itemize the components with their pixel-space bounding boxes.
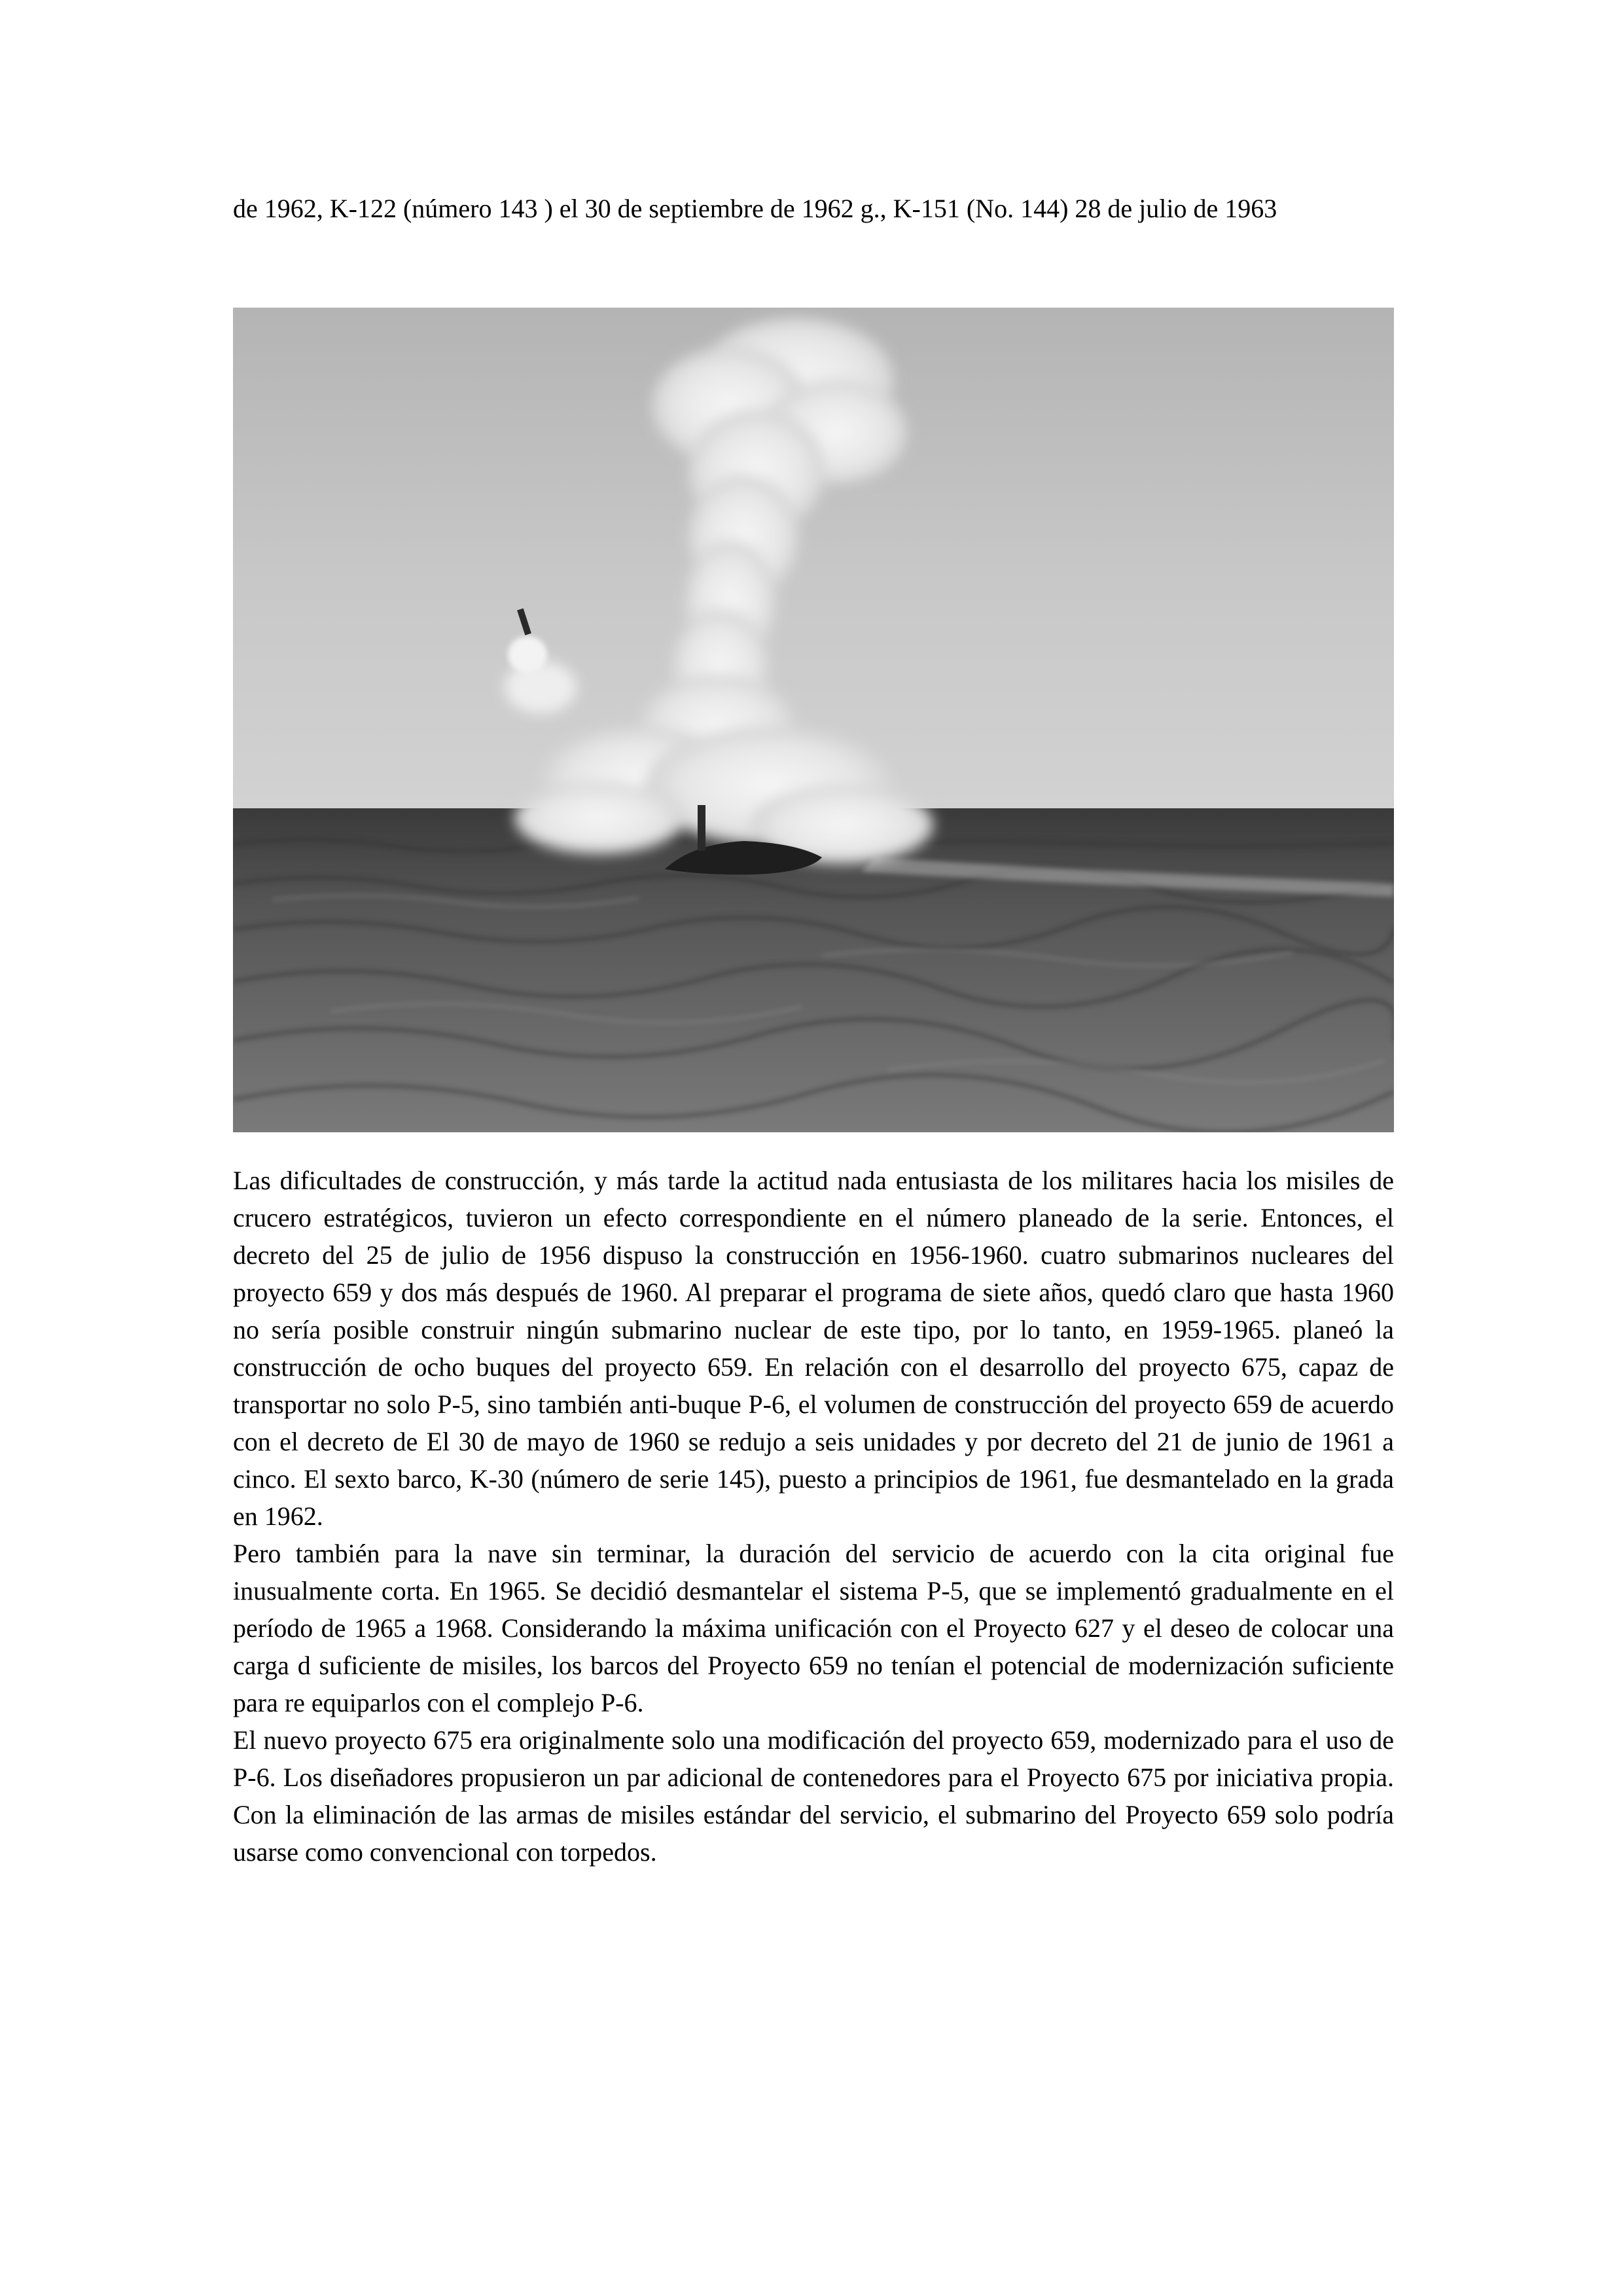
- photo-icon: [233, 308, 1394, 1132]
- submarine-missile-launch-photo: [233, 308, 1394, 1132]
- body-text: [233, 1162, 1394, 1871]
- intro-text: [233, 190, 1394, 227]
- paragraph-2: Pero también para la nave sin terminar, la duración del servicio de acuerdo con la cita original fue inusualmente corta. En 1965. Se decidió desmantelar el sistema P-5, que se implementó gradualmente en el período de 1965 a 1968. Considerando la máxima unificación con el Proyecto 627 y el deseo de colocar una carga d suficiente de misiles, los barcos del Proyecto 659 no tenían el potencial de modernización suficiente para re equiparlos con el complejo P-6.: [233, 1539, 1394, 1717]
- paragraph-1: Las dificultades de construcción, y más tarde la actitud nada entusiasta de los militares hacia los misiles de crucero estratégicos, tuvieron un efecto correspondiente en el número planeado de la serie. Entonces, el decreto del 25 de julio de 1956 dispuso la construcción en 1956-1960. cuatro submarinos nucleares del proyecto 659 y dos más después de 1960. Al preparar el programa de siete años, quedó claro que hasta 1960 no sería posible construir ningún submarino nuclear de este tipo, por lo tanto, en 1959-1965. planeó la construcción de ocho buques del proyecto 659. En relación con el desarrollo del proyecto 675, capaz de transportar no solo P-5, sino también anti-buque P-6, el volumen de construcción del proyecto 659 de acuerdo con el decreto de El 30 de mayo de 1960 se redujo a seis unidades y por decreto del 21 de junio de 1961 a cinco. El sexto barco, K-30 (número de serie 145), puesto a principios de 1961, fue desmantelado en la grada en 1962.: [233, 1166, 1394, 1531]
- intro-paragraph: de 1962, K-122 (número 143 ) el 30 de septiembre de 1962 g., K-151 (No. 144) 28 de julio de 1963: [233, 194, 1277, 223]
- paragraph-3: El nuevo proyecto 675 era originalmente solo una modificación del proyecto 659, modernizado para el uso de P-6. Los diseñadores propusieron un par adicional de contenedores para el Proyecto 675 por iniciativa propia. Con la eliminación de las armas de misiles estándar del servicio, el submarino del Proyecto 659 solo podría usarse como convencional con torpedos.: [233, 1725, 1394, 1867]
